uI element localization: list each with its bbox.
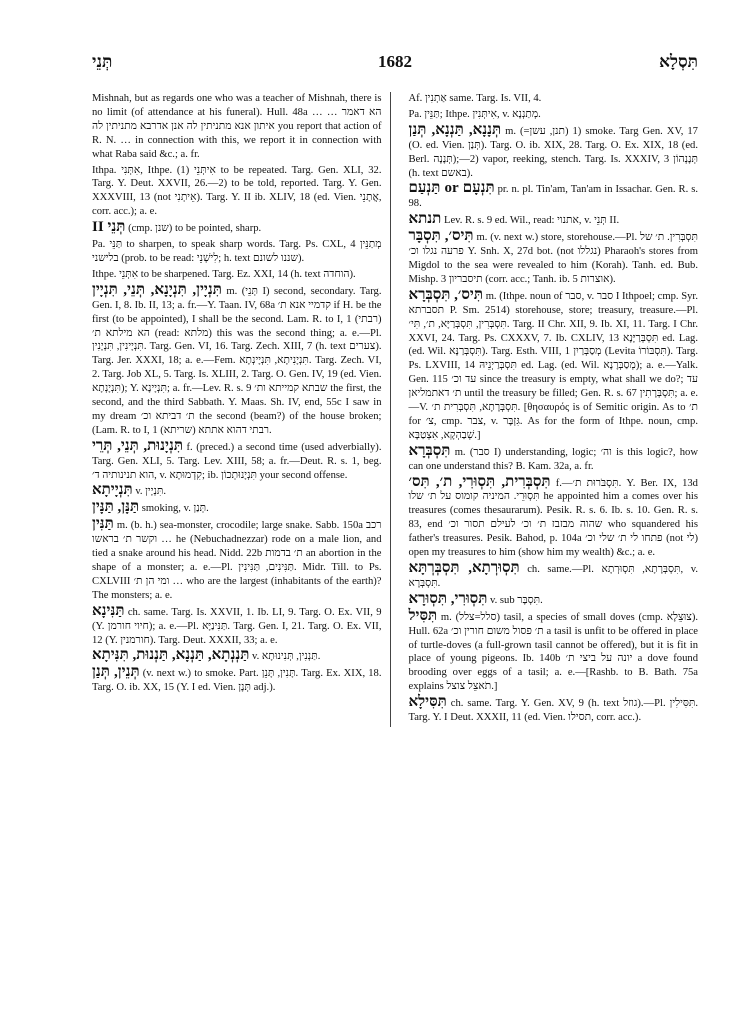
dictionary-entry [409, 230, 699, 287]
entry-text: Mishnah, but as regards one who was a teacher of Mishnah, there is no limit (of attendance at his funeral). Hull. 48a … הא דאמר … איתון אנא מתניתין לה אנן אדרבא מתניתין לה you report that action of R. N. … in connection with this, we report it in connection with what Raba said &c.; a. fr. [92, 93, 382, 160]
dictionary-entry [408, 590, 699, 608]
entry-text: m. (b. h.) sea-monster, crocodile; large snake. Sabb. 150a רכב … וקשר ת׳ בראשו he (Nebuchadnezzar) rode on a male lion, and tied a snake around his head. Nidd. 22b ת׳ בדמות an abortion in the shape of a monster; a. e.—Pl. תַּנִּינִים, תַּנִּינִין. Midr. Till. to Ps. CXLVIII ומי הן ת׳ … who are the largest (inhabitants of the earth)? The monsters; a. e. [92, 520, 382, 601]
entry-text: m. (סלל=צלל) tasil, a species of small doves (cmp. צוּצֵלָא). Hull. 62a ת׳ פסול משום חורין וכ׳ a tasil is unfit to be offered in place of turtle-doves (a full-grown tasil cannot be offered), but it is fit in place of young pigeons. Ib. 140b יונה על ביצי ת׳ a dove found brooding over eggs of a tasil; a. e.—[Rashb. to B. Bath. 75a explains תֹאצֵל צוצל.] [408, 611, 699, 693]
dictionary-entry [92, 602, 382, 648]
entry-text: smoking, v. תְּנַן. [141, 503, 209, 515]
entry-text: ch. same. Targ. Y. Gen. XV, 9 (h. text גוזל).—Pl. תִּסִּילִין. Targ. Y. I Deut. XXXII, 11 (ed. Vien. תסילו, corr. acc.). [408, 698, 698, 724]
page-number: 1682 [378, 52, 412, 71]
dictionary-entry [408, 473, 699, 560]
dictionary-entry [92, 437, 382, 483]
entry-text: ch. same.—Pl. תִּסְבְּרָתָא, תִּסְוּרְתָא, v. תִּסְבְּרָא. [408, 564, 698, 589]
dictionary-entry [409, 182, 699, 211]
page-header [92, 52, 698, 76]
entry-headword: תַּנָּן, תַּנָּין [92, 499, 140, 516]
entry-headword: תִּסִּיל [408, 607, 438, 624]
entry-headword: תִּנְיָנוּת, תְּנֵי, תְּרֵי [92, 437, 183, 454]
entry-headword: תִּנְיָין, תִּנְיָנָא, תְּנֵי, תִּנְיָין [92, 281, 222, 298]
entry-headword: תְּנָנָא, תַּנְנָא, תְּנַן [408, 121, 502, 138]
entry-headword: תִּנְיָיתָא [92, 482, 133, 499]
dictionary-entry [408, 607, 699, 694]
dictionary-entry [409, 108, 699, 122]
entry-text: m. (סבר I) understanding, logic; וה׳ is this logic?, how can one understand this? B. Kam. 32a, a. fr. [408, 446, 698, 472]
dictionary-entry [408, 442, 699, 474]
entry-text: Pa. תַּנֵּי to sharpen, to speak sharp words. Targ. Ps. CXL, 4 מְתַנֵּין בלישני (prob. to be read: לִישְׁנֵי; h. text שננו לשונם). [92, 239, 382, 264]
dictionary-entry [92, 484, 382, 499]
entry-text: ch. same. Targ. Is. XXVII, 1. Ib. LI, 9. Targ. O. Ex. VII, 9 (Y. חיוי חורמן); a. e.—Pl. תַּנִּינַיָּא. Targ. Gen. I, 21. Targ. O. Ex. VII, 12 (Y. חורמנין). Targ. Deut. XXXII, 33; a. e. [92, 606, 382, 646]
dictionary-entry [92, 238, 382, 266]
header-left-catchword: תְּנֵי [92, 52, 113, 71]
entry-headword: תַּנִּינָא [92, 602, 125, 619]
dictionary-entry [409, 562, 699, 591]
entry-text: f.—תִּסְבֹּרוּת ת׳. Y. Ber. IX, 13d תִּסְוּרֵי. המיניה קומוס על ת׳ שלו he appointed him a comes over his treasures (comes thesaurarum). Pesik. R. s. 6. Ib. s. 10. Gen. R. s. 83, end שהוה מבזבז ת׳ וכ׳ לעילם תסור וכ׳ who squandered his father's treasures. Pesik. Bahod, p. 104a פתחו לי ת׳ שלי וכ׳ (not לי) open my treasures to him (show him my wealth) &c.; a. e. [408, 477, 698, 559]
dictionary-entry [92, 268, 382, 282]
entry-text: v. sub תִּסְבָּר. [490, 594, 543, 606]
entry-headword: תִּסְוּרִי, תִּסְוּרָא [408, 590, 488, 607]
right-column [409, 92, 699, 727]
entry-text: Ithpa. אִתְּנִי, Ithpe. אִיתְּנֵי (1) to be repeated. Targ. Gen. XLI, 32. Targ. Y. Deut. XXVII, 26.—2) to be told, reported. Targ. Y. Gen. XXXVIII, 13 (not אֵיתְנִי). Targ. Y. II ib. XLIV, 18 (ed. Vien. אֲתָנֵי, corr. acc.); a. e. [92, 164, 382, 218]
entry-text: f. (preced.) a second time (used adverbially). Targ. Gen. XLI, 5. Targ. Lev. XIII, 58; a. fr.—Deut. R. s. 1, beg. הוא תנינותיה ד׳, v. קִדְמוּתָא; ib. תִּנְיָנוּתְכוֹן your second offense. [92, 441, 382, 481]
dictionary-entry [92, 501, 382, 516]
dictionary-entry [408, 286, 699, 443]
entry-headword: תִּסִּילָא [408, 694, 447, 711]
entry-headword: תִּסְבְּרִית, תִּסְוּרִי, ת׳, תִּס׳ [408, 473, 551, 490]
entry-text: v. תַּנְנִין, תְּנִינוּתָא. [252, 651, 321, 663]
entry-text: Lev. R. s. 9 ed. Wil., read: אתנוי, v. תְּנֵי II. [443, 215, 620, 227]
dictionary-entry [409, 92, 699, 106]
entry-headword: תנתא [408, 211, 442, 228]
dictionary-entry [92, 518, 382, 602]
entry-text: Af. אַתְנִין same. Targ. Is. VII, 4. [408, 93, 542, 104]
entry-headword: תַּנִּין [92, 516, 114, 533]
entry-text: Ithpe. אִתְּנֵי to be sharpened. Targ. Ez. XXI, 14 (h. text הוחדה). [92, 268, 356, 280]
entry-text: m. (v. next w.) store, storehouse.—Pl. תִּסְבְּרִין. ת׳ של פרעה נגלו וכ׳ Y. Snh. X, 27d bot. (not נגללו) Pharaoh's stores from Migdol to the sea were revealed to him (Korah). Tanh. ed. Bub. Mishp. 3 תיסבריון (corr. acc.; Tanh. ib. 5 אוצרות). [408, 232, 699, 285]
entry-headword: תַּנְנְתָא, תַּנְנָא, תַּנְנוּת, תִּנִּיתָא [92, 647, 250, 664]
dictionary-entry [92, 666, 382, 695]
entry-headword: תְּנֵין, תְּנַן [92, 664, 140, 681]
entry-text: m. (Ithpe. noun of סבר, v. סבר I Ithpoel; cmp. Syr. תסברתא P. Sm. 2514) storehouse, store; treasury, treasure.—Pl. תִּסְבְּרִין, תִּסְבְּרַיָּא, ת׳, תִּי׳. Targ. II Chr. XII, 9. Ib. XI, 11. Targ. I Chr. XXVI, 24. Targ. Ps. CXXXV, 7. Ib. CXLIV, 13 תִּסְבְּרַיָּנָא ed. Lag. (ed. Wil. תִּסְבְּרַנָּא). Targ. Esth. VIII, 1 מְסַבְּרַיִן (Levita תִּסְבּוֹרוֹ). Targ. Ps. LXVIII, 14 תִּסְבְּרַיְנֵיהּ ed. Lag. (ed. Wil. מְסַבְּרָנָא); a. e.—Yalk. Gen. 115 עד וכ׳ since the treasury is empty, what shall we do?; עד ת׳ דאתמליאן until the treasury be filled; Gen. R. s. 67 תִּסְבְּרָתִין; a. e.—V. תִּסְבְּרָתָא, תִּסְבְּרִית ת׳. [θησαυρός is of Semitic origin. As to ת׳ for צ׳, cmp. צבר, v. גִּזְבָּר. As for the form of Ithpe. noun, cmp. שְׁבַהְקָא, אִצְטַבָּא.] [408, 290, 698, 441]
dictionary-entry [92, 221, 382, 236]
two-column-body [92, 92, 698, 727]
entry-headword: תִּיס׳, תִּסְבָּר [408, 228, 474, 245]
left-column [92, 92, 391, 727]
entry-text: m. (תְּנֵי I) second, secondary. Targ. Gen. I, 8. Ib. II, 13; a. fr.—Y. Taan. IV, 68a קדמיי אנא ת׳ if H. be the first (to be appointed), I shall be the second. Lam. R. to I, 1 (רבתי) הא מילתא ת׳ (read: מלתא) this was the second thing; a. e.—Pl. תִּנְיָינִין, תִּנְיָנִין. Targ. Gen. VI, 16. Targ. Zech. XIII, 7 (h. text צערים). Targ. Jer. XXXI, 18; a. e.—Fem. תִּנְיָנִיתָא, תִּנְיָינְתָא. Targ. Zech. VI, 2. Targ. Job XL, 5. Targ. Is. XLIII, 2. Targ. O. Gen. IV, 19 (ed. Vien. תִּנְיָנְתָא); Y. תִּנְיָינָא; a. fr.—Lev. R. s. 9 שבתא קמייתא ות׳ the first, the second, and the third Sabbath. Y. Maas. Sh. IV, end, 55c I saw in my dream ת׳ דביתא וכ׳ the second (beam?) of the house broken; (Lam. R. to I, 1 רבתי דהוא אתתא (שריתא). [92, 285, 382, 436]
entry-text: (cmp. שנן) to be pointed, sharp. [128, 223, 262, 235]
entry-headword: תִּסְוּרְתָא, תִּסְבְּרְתָּא [408, 560, 520, 576]
entry-text: (v. next w.) to smoke. Part. תָּנִין, תָּנֵן. Targ. Ex. XIX, 18. Targ. O. ib. XX, 15 (Y. I ed. Vien. תְּנָן adj.). [92, 668, 382, 694]
entry-headword: תְּנֵי II [92, 219, 126, 236]
entry-headword: תִּיס׳, תִּסְבְּרָא [408, 286, 484, 303]
dictionary-entry [409, 696, 699, 725]
entry-text: v. תִּנְיָין. [135, 486, 167, 498]
dictionary-entry [92, 649, 382, 664]
header-right-catchword: תִּסְלָא [659, 52, 698, 71]
entry-text: m. (=תנן, עשן) 1) smoke. Targ Gen. XV, 17 (O. ed. Vien. תְּנַן). Targ. O. ib. XIX, 28. Targ. O. Ex. XIX, 18 (ed. Berl. תְּנָנָה);—2) vapor, reeking, stench. Targ. Is. XXXIV, 3 תְּנָנְהוֹן (h. text באשם). [408, 125, 698, 179]
entry-headword: תִּנְעָם or תַּנְעַם [408, 180, 495, 197]
dictionary-entry [409, 213, 699, 228]
dictionary-entry [92, 281, 382, 438]
dictionary-entry [408, 121, 699, 181]
entry-headword: תִּסְבְּרָא [408, 442, 451, 459]
dictionary-entry [92, 92, 382, 162]
dictionary-entry [92, 164, 382, 220]
entry-text: Pa. תַּנֵּין; Ithpe. אִיתְּנִין, v. מְתַנְנָא. [408, 108, 541, 120]
entry-text: pr. n. pl. Tin'am, Tan'am in Issachar. Gen. R. s. 98. [408, 184, 699, 210]
